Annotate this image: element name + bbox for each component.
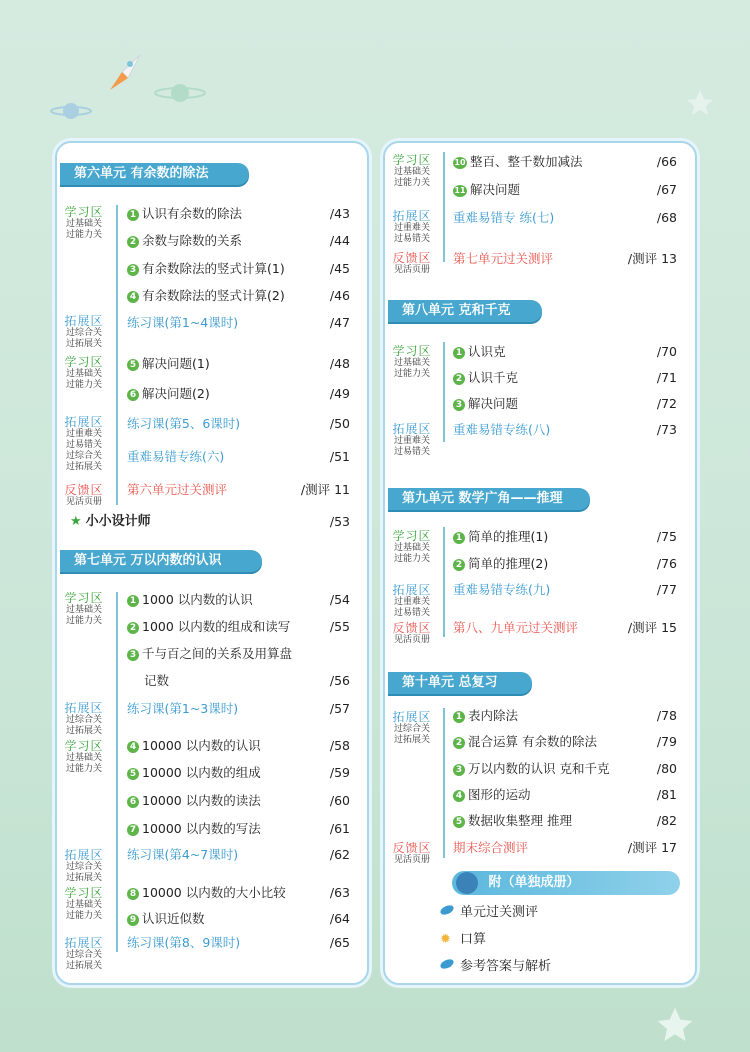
page-number: /43 bbox=[329, 206, 350, 221]
zone-label: 拓展区 过综合关 过拓展关 bbox=[64, 701, 104, 736]
page-number: /50 bbox=[329, 416, 350, 431]
page-number: /57 bbox=[329, 701, 350, 716]
star-icon bbox=[685, 88, 715, 118]
zone-label: 学习区 过基础关 过能力关 bbox=[64, 355, 104, 390]
zone-label: 拓展区 过综合关 过拓展关 bbox=[392, 710, 432, 745]
zone-label: 反馈区 见活页册 bbox=[64, 483, 104, 507]
page-number: /54 bbox=[329, 592, 350, 607]
zone-label: 学习区 过基础关 过能力关 bbox=[392, 153, 432, 188]
toc-entry[interactable]: 重难易错专练(九) bbox=[453, 582, 551, 597]
toc-entry[interactable]: 5 解决问题(1) bbox=[127, 355, 210, 373]
page-number: /61 bbox=[329, 821, 350, 836]
timeline-line bbox=[443, 152, 445, 262]
toc-entry[interactable]: 1 1000 以内数的认识 bbox=[127, 591, 253, 609]
page-number: /63 bbox=[329, 885, 350, 900]
unit-header: 第七单元 万以内数的认识 bbox=[60, 550, 262, 572]
zone-label: 学习区 过基础关 过能力关 bbox=[64, 886, 104, 921]
toc-entry[interactable]: 2 简单的推理(2) bbox=[453, 555, 548, 573]
zone-label: 学习区 过基础关 过能力关 bbox=[64, 591, 104, 626]
toc-entry[interactable]: 重难易错专 练(七) bbox=[453, 210, 555, 225]
page-number: /59 bbox=[329, 765, 350, 780]
toc-entry[interactable]: 5 10000 以内数的组成 bbox=[127, 764, 261, 782]
star-icon bbox=[655, 1005, 695, 1045]
page-number: /72 bbox=[656, 396, 677, 411]
planet-icon bbox=[150, 78, 210, 108]
toc-entry[interactable]: 1 认识克 bbox=[453, 343, 506, 361]
zone-label: 反馈区 见活页册 bbox=[392, 251, 432, 275]
toc-entry[interactable]: 3 解决问题 bbox=[453, 395, 518, 413]
timeline-line bbox=[443, 708, 445, 858]
page-number: /58 bbox=[329, 738, 350, 753]
page-number: /53 bbox=[329, 514, 350, 529]
page-number: /45 bbox=[329, 261, 350, 276]
toc-entry[interactable]: 9 认识近似数 bbox=[127, 910, 205, 928]
zone-label: 拓展区 过综合关 过拓展关 bbox=[64, 848, 104, 883]
toc-entry[interactable]: 2 1000 以内数的组成和读写 bbox=[127, 618, 290, 636]
toc-entry[interactable]: 2 混合运算 有余数的除法 bbox=[453, 733, 597, 751]
planet-icon bbox=[439, 903, 455, 916]
page-number: /75 bbox=[656, 529, 677, 544]
toc-entry[interactable]: 第七单元过关测评 bbox=[453, 251, 554, 266]
page-number: /67 bbox=[656, 182, 677, 197]
appendix-item[interactable]: 单元过关测评 bbox=[440, 903, 538, 923]
zone-label: 拓展区 过重难关 过易错关 bbox=[392, 583, 432, 618]
unit-header: 第八单元 克和千克 bbox=[388, 300, 542, 322]
zone-label: 学习区 过基础关 过能力关 bbox=[64, 739, 104, 774]
toc-entry[interactable]: 4 有余数除法的竖式计算(2) bbox=[127, 287, 285, 305]
unit-header: 第十单元 总复习 bbox=[388, 672, 532, 694]
toc-entry[interactable]: 1 简单的推理(1) bbox=[453, 528, 548, 546]
rocket-icon bbox=[100, 50, 150, 95]
toc-entry[interactable]: 11 解决问题 bbox=[454, 182, 521, 197]
timeline-line bbox=[116, 205, 118, 505]
zone-label: 拓展区 过重难关 过易错关 bbox=[392, 209, 432, 244]
rocket-icon bbox=[456, 872, 478, 894]
timeline-line bbox=[443, 342, 445, 442]
page-number: /81 bbox=[656, 787, 677, 802]
planet-icon bbox=[46, 96, 96, 126]
page-number: /49 bbox=[329, 386, 350, 401]
toc-entry[interactable]: 7 10000 以内数的写法 bbox=[127, 820, 261, 838]
zone-label: 反馈区 见活页册 bbox=[392, 621, 432, 645]
toc-entry[interactable]: 10 整百、整千数加减法 bbox=[454, 154, 583, 169]
toc-entry[interactable]: 练习课(第1~3课时) bbox=[127, 701, 239, 716]
page-number: /76 bbox=[656, 556, 677, 571]
toc-entry[interactable]: 2 余数与除数的关系 bbox=[127, 232, 242, 250]
zone-label: 拓展区 过重难关 过易错关 过综合关 过拓展关 bbox=[64, 415, 104, 472]
toc-entry[interactable]: 练习课(第5、6课时) bbox=[127, 416, 241, 431]
zone-label: 拓展区 过综合关 过拓展关 bbox=[64, 314, 104, 349]
zone-label: 拓展区 过重难关 过易错关 bbox=[392, 422, 432, 457]
toc-entry[interactable]: 记数 bbox=[144, 673, 170, 688]
page-number: /79 bbox=[656, 734, 677, 749]
page-number: /77 bbox=[656, 582, 677, 597]
toc-entry[interactable]: ★ 小小设计师 bbox=[70, 514, 151, 529]
page-number: /测评 17 bbox=[627, 840, 677, 855]
unit-header: 第九单元 数学广角——推理 bbox=[388, 488, 590, 510]
zone-label: 学习区 过基础关 过能力关 bbox=[64, 205, 104, 240]
page-number: /48 bbox=[329, 356, 350, 371]
toc-entry[interactable]: 3 有余数除法的竖式计算(1) bbox=[127, 260, 285, 278]
zone-label: 反馈区 见活页册 bbox=[392, 841, 432, 865]
toc-entry[interactable]: 练习课(第4~7课时) bbox=[127, 847, 239, 862]
toc-entry[interactable]: 重难易错专练(八) bbox=[453, 422, 551, 437]
page-number: /82 bbox=[656, 813, 677, 828]
toc-entry[interactable]: 4 10000 以内数的认识 bbox=[127, 737, 261, 755]
toc-entry[interactable]: 练习课(第8、9课时) bbox=[127, 935, 241, 950]
toc-entry[interactable]: 4 图形的运动 bbox=[453, 786, 531, 804]
toc-entry[interactable]: 5 数据收集整理 推理 bbox=[453, 812, 572, 830]
zone-label: 拓展区 过综合关 过拓展关 bbox=[64, 936, 104, 971]
page-number: /73 bbox=[656, 422, 677, 437]
zone-label: 学习区 过基础关 过能力关 bbox=[392, 529, 432, 564]
appendix-item[interactable]: ✹ 口算 bbox=[440, 930, 486, 950]
page-number: /78 bbox=[656, 708, 677, 723]
toc-entry[interactable]: 2 认识千克 bbox=[453, 369, 518, 387]
toc-entry[interactable]: 6 10000 以内数的读法 bbox=[127, 792, 261, 810]
timeline-line bbox=[116, 592, 118, 952]
toc-entry[interactable]: 8 10000 以内数的大小比较 bbox=[127, 884, 286, 902]
page-number: /44 bbox=[329, 233, 350, 248]
page-number: /66 bbox=[656, 154, 677, 169]
page-number: /55 bbox=[329, 619, 350, 634]
page-number: /70 bbox=[656, 344, 677, 359]
toc-entry[interactable]: 1 认识有余数的除法 bbox=[127, 205, 242, 223]
unit-header: 第六单元 有余数的除法 bbox=[60, 163, 249, 185]
page-number: /65 bbox=[329, 935, 350, 950]
planet-icon bbox=[439, 957, 455, 970]
page-number: /测评 13 bbox=[627, 251, 677, 266]
toc-entry[interactable]: 练习课(第1~4课时) bbox=[127, 315, 239, 330]
page-number: /71 bbox=[656, 370, 677, 385]
toc-entry[interactable]: 期末综合测评 bbox=[453, 840, 529, 855]
toc-entry[interactable]: 6 解决问题(2) bbox=[127, 385, 210, 403]
page-number: /46 bbox=[329, 288, 350, 303]
timeline-line bbox=[443, 527, 445, 637]
toc-entry[interactable]: 1 表内除法 bbox=[453, 707, 518, 725]
star-icon: ★ bbox=[70, 514, 82, 529]
page-number: /测评 15 bbox=[627, 620, 677, 635]
page-number: /62 bbox=[329, 847, 350, 862]
appendix-banner: 附（单独成册） bbox=[452, 871, 680, 895]
toc-entry[interactable]: 第八、九单元过关测评 bbox=[453, 620, 579, 635]
toc-entry[interactable]: 3 万以内数的认识 克和千克 bbox=[453, 760, 609, 778]
page-number: /测评 11 bbox=[300, 482, 350, 497]
toc-entry[interactable]: 3 千与百之间的关系及用算盘 bbox=[127, 645, 292, 663]
appendix-item[interactable]: 参考答案与解析 bbox=[440, 957, 551, 977]
page-number: /51 bbox=[329, 449, 350, 464]
toc-entry[interactable]: 第六单元过关测评 bbox=[127, 482, 228, 497]
page-number: /80 bbox=[656, 761, 677, 776]
page-number: /60 bbox=[329, 793, 350, 808]
page-number: /56 bbox=[329, 673, 350, 688]
zone-label: 学习区 过基础关 过能力关 bbox=[392, 344, 432, 379]
toc-entry[interactable]: 重难易错专练(六) bbox=[127, 449, 225, 464]
page-number: /47 bbox=[329, 315, 350, 330]
lightbulb-icon: ✹ bbox=[440, 932, 451, 947]
page-number: /68 bbox=[656, 210, 677, 225]
page-number: /64 bbox=[329, 911, 350, 926]
